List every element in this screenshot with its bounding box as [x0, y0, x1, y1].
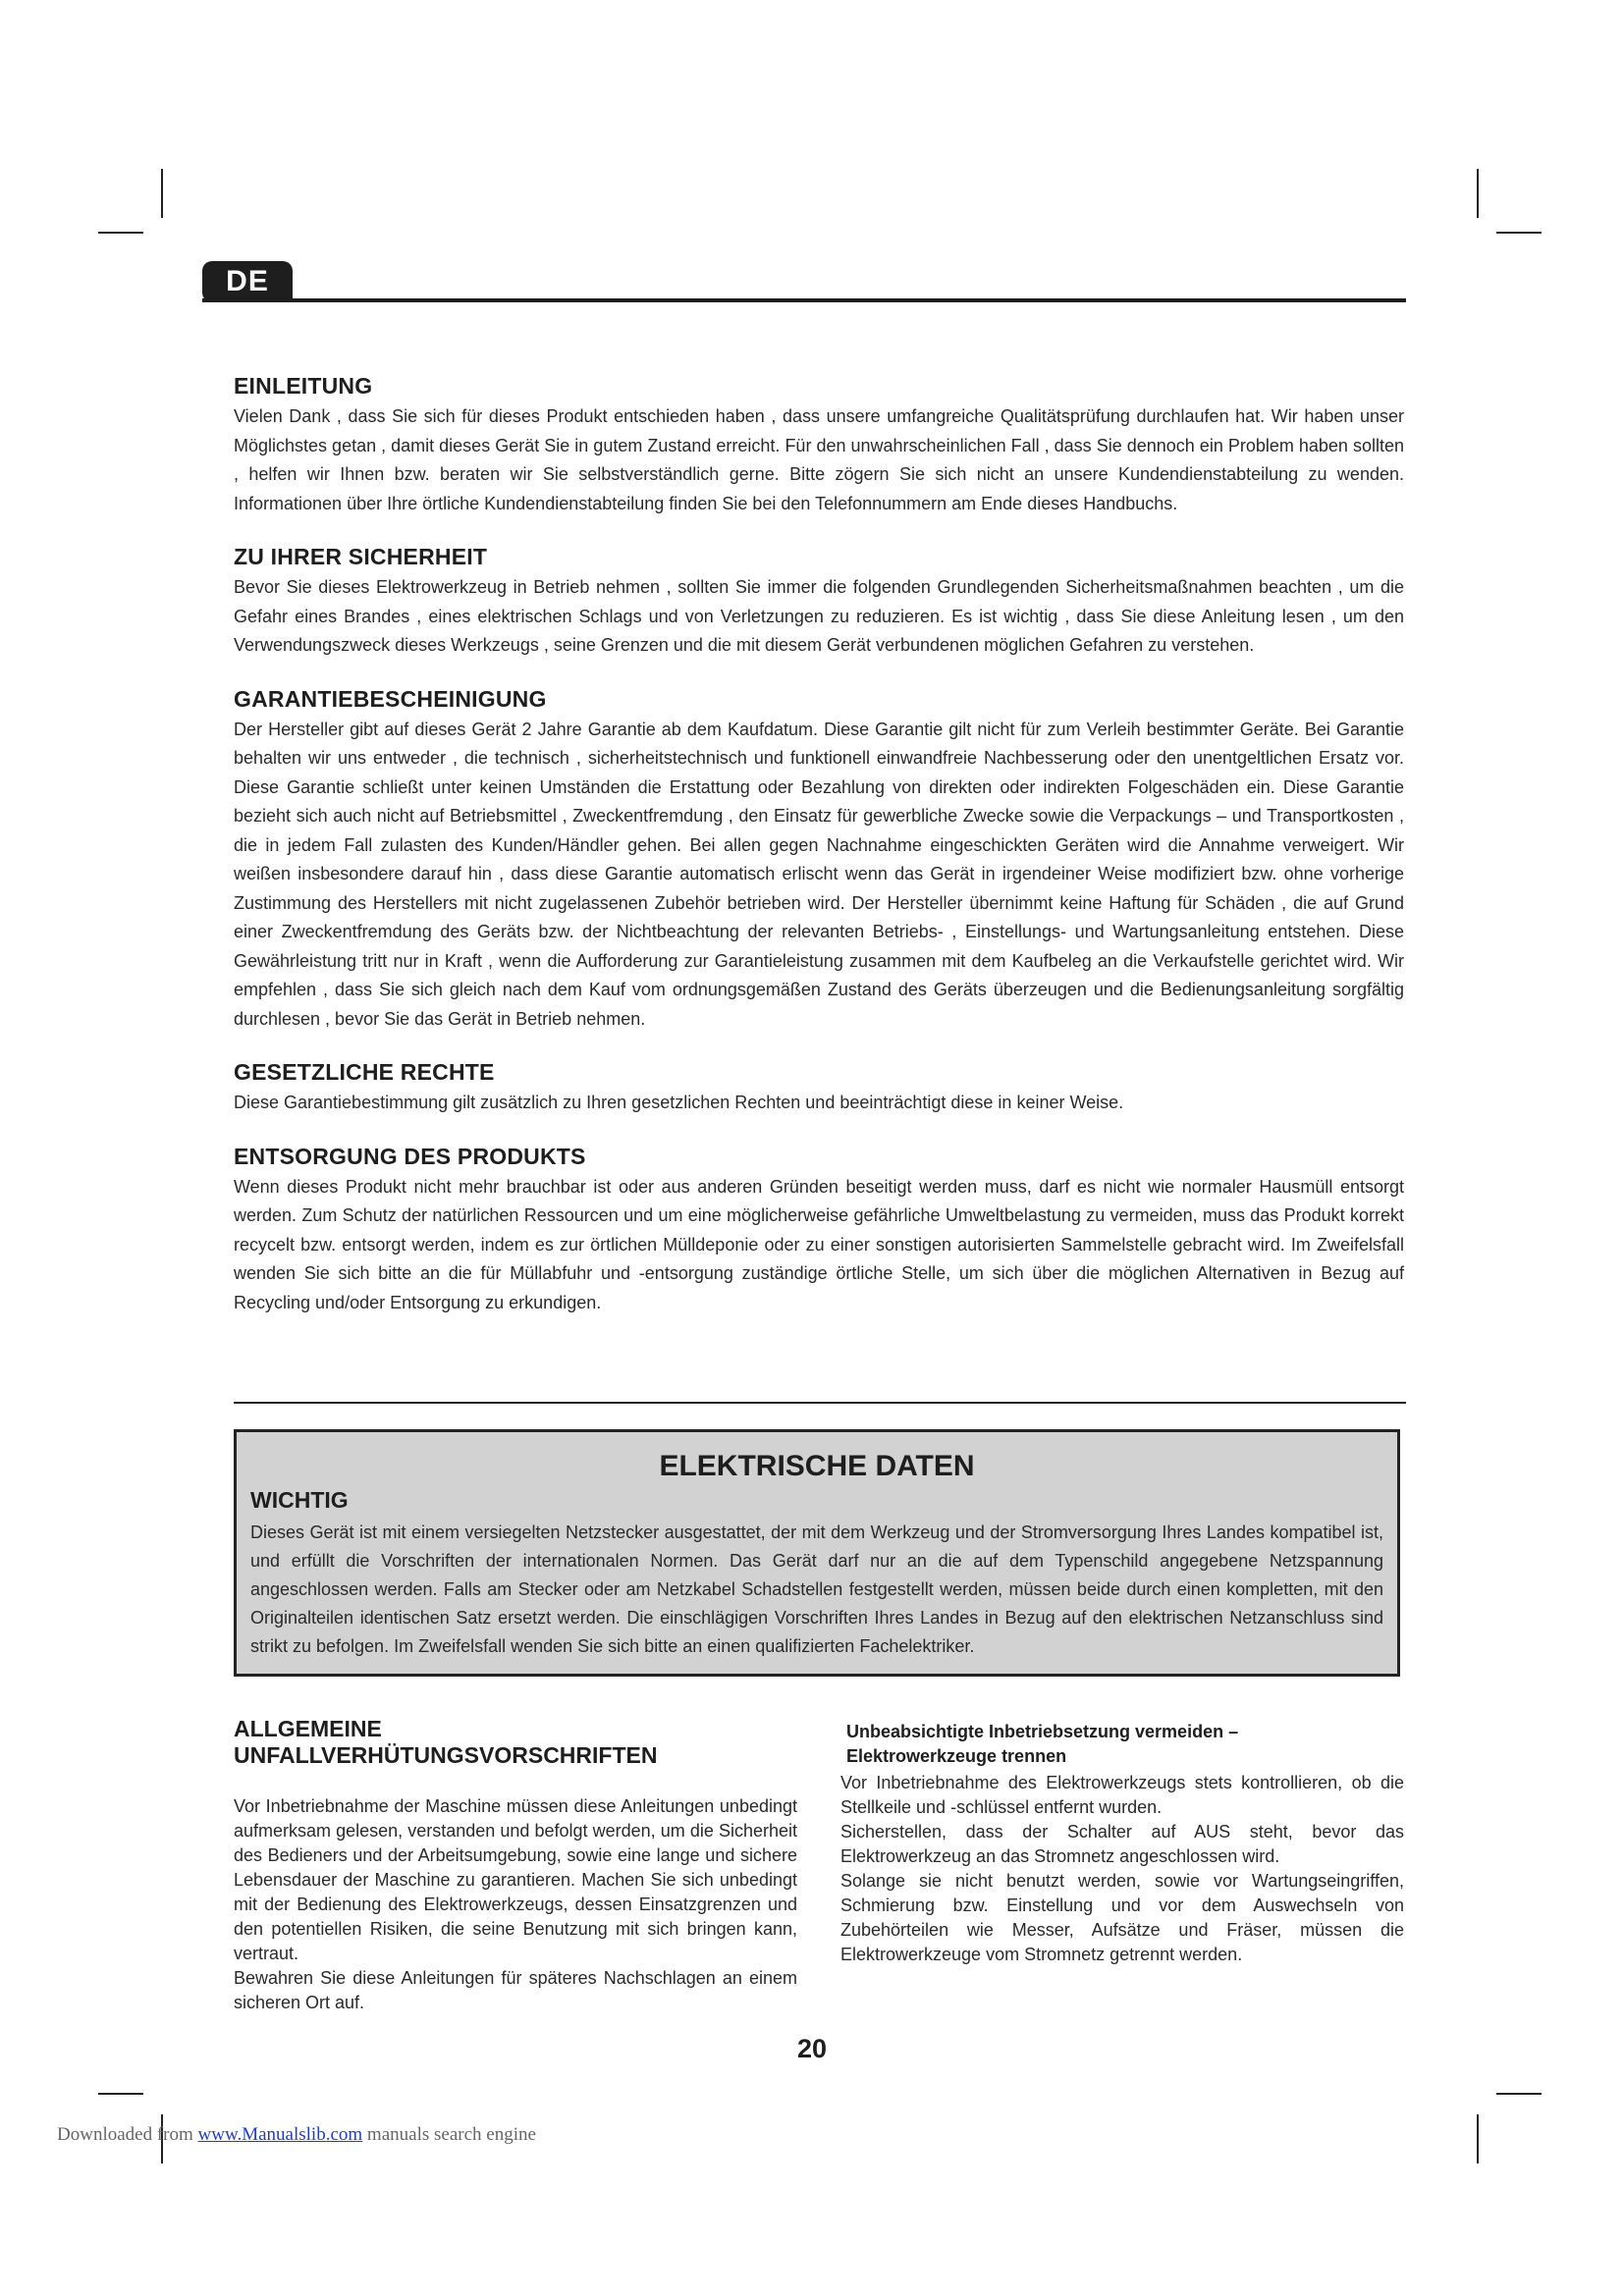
- page-number: 20: [796, 2034, 828, 2063]
- language-tab: DE: [202, 261, 293, 302]
- section-body: Vielen Dank , dass Sie sich für dieses Produkt entschieden haben , dass unsere umfangreiche Qualitätsprüfung durchlaufen hat. Wir haben unser Möglichstes getan , damit dieses Gerät Sie in gutem Zustand erreicht. Für den unwahrscheinlichen Fall , dass Sie dennoch ein Problem haben sollten , helfen wir Ihnen bzw. beraten wir Sie selbstverständlich gerne. Bitte zögern Sie sich nicht an unsere Kundendienstabteilung zu wenden. Informationen über Ihre örtliche Kundendienstabteilung finden Sie bei den Telefonnummern am Ende dieses Handbuchs.: [234, 406, 1404, 513]
- unintended-start-paragraph: Vor Inbetriebnahme des Elektrowerkzeugs stets kontrollieren, ob die Stellkeile und -schlüssel entfernt wurden.: [840, 1773, 1404, 1817]
- section-divider: [234, 1402, 1406, 1404]
- footer-prefix: Downloaded from: [57, 2124, 193, 2145]
- accident-prevention-paragraph: Vor Inbetriebnahme der Maschine müssen diese Anleitungen unbedingt aufmerksam gelesen, verstanden und befolgt werden, um die Sicherheit des Bedieners und der Arbeitsumgebung, sowie eine lange und sichere Lebensdauer der Maschine zu garantieren. Machen Sie sich unbedingt mit der Bedienung des Elektrowerkzeugs, dessen Einsatzgrenzen und den potentiellen Risiken, die seine Benutzung mit sich bringen kann, vertraut.: [234, 1796, 797, 1963]
- accident-prevention-column: [234, 1716, 797, 2015]
- section-heading: ZU IHRER SICHERHEIT: [234, 544, 488, 569]
- section-body: Bevor Sie dieses Elektrowerkzeug in Betrieb nehmen , sollten Sie immer die folgenden Grundlegenden Sicherheitsmaßnahmen beachten , um die Gefahr eines Brandes , eines elektrischen Schlags und von Verletzungen zu reduzieren. Es ist wichtig , dass Sie diese Anleitung lesen , um den Verwendungszweck dieses Werkzeugs , seine Grenzen und die mit diesem Gerät verbundenen möglichen Gefahren zu verstehen.: [234, 577, 1404, 655]
- accident-prevention-heading: ALLGEMEINE UNFALLVERHÜTUNGSVORSCHRIFTEN: [234, 1716, 658, 1768]
- section-body: Der Hersteller gibt auf dieses Gerät 2 Jahre Garantie ab dem Kaufdatum. Diese Garantie gilt nicht für zum Verleih bestimmter Geräte. Bei Garantie behalten wir uns entweder , die technisch , sicherheitstechnisch und funktionell einwandfreie Nachbesserung oder den unentgeltlichen Ersatz vor. Diese Garantie schließt unter keinen Umständen die Erstattung oder Bezahlung von direkten oder indirekten Folgeschäden ein. Diese Garantie bezieht sich auch nicht auf Betriebsmittel , Zweckentfremdung , den Einsatz für gewerbliche Zwecke sowie die Verpackungs – und Transportkosten , die in jedem Fall zulasten des Kunden/Händler gehen. Bei allen gegen Nachnahme eingeschickten Geräten wird die Annahme verweigert. Wir weißen insbesondere darauf hin , dass diese Garantie automatisch erlischt wenn das Gerät in irgendeiner Weise modifiziert bzw. ohne vorherige Zustimmung des Herstellers mit nicht zugelassenen Zubehör betrieben wird. Der Hersteller übernimmt keine Haftung für Schäden , die auf Grund einer Zweckentfremdung des Geräts bzw. der Nichtbeachtung der relevanten Betriebs- , Einstellungs- und Wartungsanleitung entstehen. Diese Gewährleistung tritt nur in Kraft , wenn die Aufforderung zur Garantieleistung zusammen mit dem Kaufbeleg an die Verkaufstelle gerichtet wird. Wir empfehlen , dass Sie sich gleich nach dem Kauf vom ordnungsgemäßen Zustand des Geräts überzeugen und die Bedienungsanleitung sorgfältig durchlesen , bevor Sie das Gerät in Betrieb nehmen.: [234, 719, 1404, 1029]
- section-heading: GESETZLICHE RECHTE: [234, 1059, 495, 1085]
- crop-mark: [1496, 232, 1542, 234]
- section-introduction: [234, 373, 1404, 518]
- important-heading: WICHTIG: [250, 1487, 349, 1513]
- section-safety: [234, 544, 1404, 661]
- unintended-start-paragraph: Solange sie nicht benutzt werden, sowie vor Wartungseingriffen, Schmierung bzw. Einstellung und vor dem Auswechseln von Zubehörteilen wie Messer, Aufsätze und Fräser, müssen die Elektrowerkzeuge vom Stromnetz getrennt werden.: [840, 1871, 1404, 1964]
- section-heading: GARANTIEBESCHEINIGUNG: [234, 685, 547, 712]
- unintended-start-paragraph: Sicherstellen, dass der Schalter auf AUS steht, bevor das Elektrowerkzeug an das Stromnetz angeschlossen wird.: [840, 1822, 1404, 1866]
- header-rule: [202, 298, 1406, 302]
- section-heading: EINLEITUNG: [234, 373, 373, 399]
- main-content: [234, 373, 1404, 1343]
- crop-mark: [1496, 2093, 1542, 2095]
- unintended-start-heading-line: Elektrowerkzeuge trennen: [846, 1746, 1067, 1766]
- accident-prevention-paragraph: Bewahren Sie diese Anleitungen für späteres Nachschlagen an einem sicheren Ort auf.: [234, 1968, 797, 2012]
- electrical-data-title: ELEKTRISCHE DATEN: [659, 1450, 975, 1482]
- electrical-data-box: [234, 1429, 1400, 1677]
- crop-mark: [1477, 2114, 1479, 2163]
- section-body: Diese Garantiebestimmung gilt zusätzlich zu Ihren gesetzlichen Rechten und beeinträchtigt diese in keiner Weise.: [234, 1093, 1124, 1112]
- crop-mark: [161, 169, 163, 218]
- section-legal-rights: [234, 1059, 1404, 1118]
- crop-mark: [1477, 169, 1479, 218]
- crop-mark: [98, 2093, 143, 2095]
- unintended-start-column: [840, 1720, 1404, 1967]
- download-footer: [57, 2124, 536, 2146]
- unintended-start-heading: [846, 1720, 1404, 1769]
- section-disposal: [234, 1144, 1404, 1318]
- section-warranty: [234, 686, 1404, 1035]
- section-body: Wenn dieses Produkt nicht mehr brauchbar ist oder aus anderen Gründen beseitigt werden muss, darf es nicht wie normaler Hausmüll entsorgt werden. Zum Schutz der natürlichen Ressourcen und um eine möglicherweise gefährliche Umweltbelastung zu vermeiden, muss das Produkt korrekt recycelt bzw. entsorgt werden, indem es zur örtlichen Mülldeponie oder zu einer sonstigen autorisierten Sammelstelle gebracht wird. Im Zweifelsfall wenden Sie sich bitte an die für Müllabfuhr und -entsorgung zuständige örtliche Stelle, um sich über die möglichen Alternativen in Bezug auf Recycling und/oder Entsorgung zu erkundigen.: [234, 1176, 1404, 1312]
- footer-suffix: manuals search engine: [366, 2124, 536, 2145]
- crop-mark: [98, 232, 143, 234]
- electrical-data-body: Dieses Gerät ist mit einem versiegelten Netzstecker ausgestattet, der mit dem Werkzeug und der Stromversorgung Ihres Landes kompatibel ist, und erfüllt die Vorschriften der internationalen Normen. Das Gerät darf nur an die auf dem Typenschild angegebene Netzspannung angeschlossen werden. Falls am Stecker oder am Netzkabel Schadstellen festgestellt werden, müssen beide durch einen kompletten, mit den Originalteilen identischen Satz ersetzt werden. Die einschlägigen Vorschriften Ihres Landes in Bezug auf den elektrischen Netzanschluss sind strikt zu befolgen. Im Zweifelsfall wenden Sie sich bitte an einen qualifizierten Fachelektriker.: [250, 1522, 1383, 1656]
- manualslib-link[interactable]: www.Manualslib.com: [197, 2124, 363, 2145]
- unintended-start-heading-line: Unbeabsichtigte Inbetriebsetzung vermeiden –: [846, 1722, 1239, 1741]
- section-heading: ENTSORGUNG DES PRODUKTS: [234, 1143, 586, 1169]
